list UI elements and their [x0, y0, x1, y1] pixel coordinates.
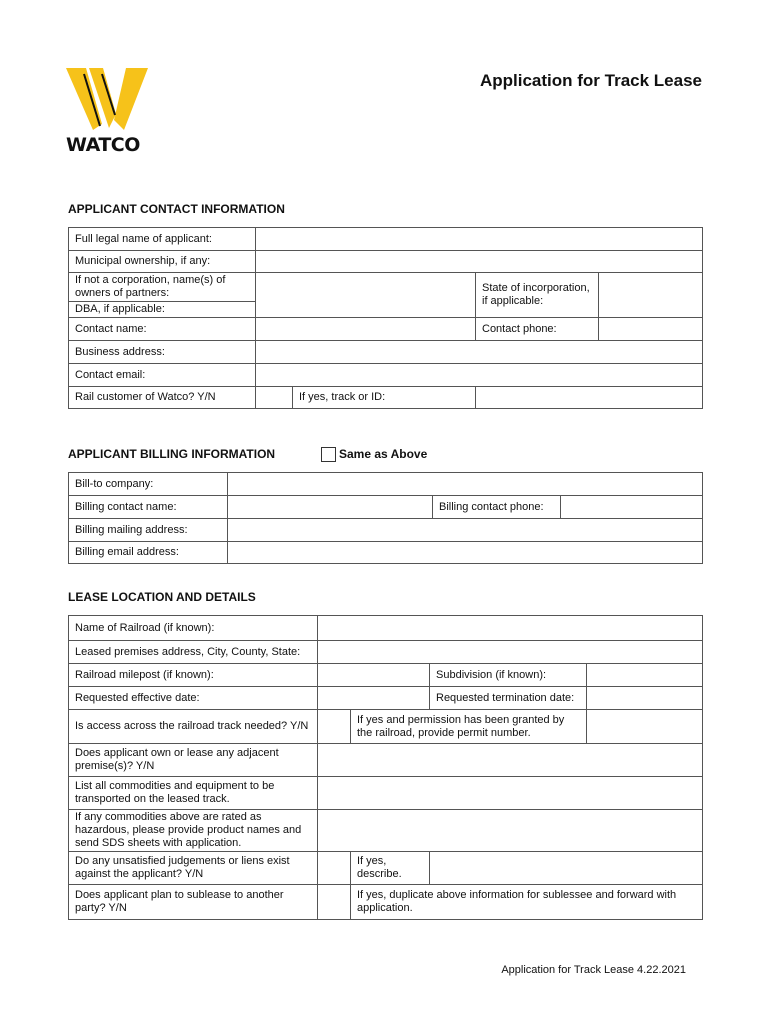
billing-email-label: Billing email address: — [69, 542, 228, 564]
billing-address-label: Billing mailing address: — [69, 519, 228, 542]
checkbox-icon[interactable] — [321, 447, 336, 462]
adjacent-label: Does applicant own or lease any adjacent premise(s)? Y/N — [69, 744, 318, 777]
milepost-field[interactable] — [318, 664, 430, 687]
premises-label: Leased premises address, City, County, State: — [69, 641, 318, 664]
contact-table — [68, 227, 703, 409]
document-title: Application for Track Lease — [479, 71, 702, 90]
billing-table — [68, 472, 703, 564]
describe-field[interactable] — [430, 852, 703, 885]
subdivision-field[interactable] — [587, 664, 703, 687]
lease-table — [68, 615, 703, 920]
state-incorporation-label: State of incorporation, if applicable: — [476, 273, 599, 318]
sublease-field[interactable] — [318, 885, 351, 920]
same-as-above-label: Same as Above — [339, 447, 428, 461]
billing-phone-label: Billing contact phone: — [433, 496, 561, 519]
commodities-field[interactable] — [318, 777, 703, 810]
track-id-label: If yes, track or ID: — [293, 387, 476, 409]
contact-phone-label: Contact phone: — [476, 318, 599, 341]
full-name-field[interactable] — [256, 228, 703, 251]
contact-name-label: Contact name: — [69, 318, 256, 341]
logo-text: WATCO — [66, 134, 140, 156]
effective-date-field[interactable] — [318, 687, 430, 710]
adjacent-field[interactable] — [318, 744, 703, 777]
contact-name-field[interactable] — [256, 318, 476, 341]
premises-field[interactable] — [318, 641, 703, 664]
termination-date-label: Requested termination date: — [430, 687, 587, 710]
milepost-label: Railroad milepost (if known): — [69, 664, 318, 687]
judgements-field[interactable] — [318, 852, 351, 885]
permit-label: If yes and permission has been granted by the railroad, provide permit number. — [351, 710, 587, 744]
termination-date-field[interactable] — [587, 687, 703, 710]
commodities-label: List all commodities and equipment to be transported on the leased track. — [69, 777, 318, 810]
bill-to-label: Bill-to company: — [69, 473, 228, 496]
municipal-field[interactable] — [256, 251, 703, 273]
hazardous-field[interactable] — [318, 810, 703, 852]
billing-phone-field[interactable] — [561, 496, 703, 519]
describe-label: If yes, describe. — [351, 852, 430, 885]
subdivision-label: Subdivision (if known): — [430, 664, 587, 687]
billing-address-field[interactable] — [228, 519, 703, 542]
permit-field[interactable] — [587, 710, 703, 744]
contact-email-label: Contact email: — [69, 364, 256, 387]
access-label: Is access across the railroad track needed? Y/N — [69, 710, 318, 744]
owners-label: If not a corporation, name(s) of owners of partners: — [69, 273, 256, 302]
business-address-label: Business address: — [69, 341, 256, 364]
sublease-note: If yes, duplicate above information for sublessee and forward with application. — [351, 885, 703, 920]
bill-to-field[interactable] — [228, 473, 703, 496]
municipal-label: Municipal ownership, if any: — [69, 251, 256, 273]
contact-section-heading: APPLICANT CONTACT INFORMATION — [68, 202, 285, 216]
dba-label: DBA, if applicable: — [69, 302, 256, 318]
rail-customer-label: Rail customer of Watco? Y/N — [69, 387, 256, 409]
railroad-name-label: Name of Railroad (if known): — [69, 616, 318, 641]
same-as-above-checkbox[interactable] — [321, 446, 427, 462]
business-address-field[interactable] — [256, 341, 703, 364]
billing-email-field[interactable] — [228, 542, 703, 564]
rail-customer-field[interactable] — [256, 387, 293, 409]
railroad-name-field[interactable] — [318, 616, 703, 641]
billing-contact-label: Billing contact name: — [69, 496, 228, 519]
sublease-label: Does applicant plan to sublease to another party? Y/N — [69, 885, 318, 920]
billing-section-heading: APPLICANT BILLING INFORMATION — [68, 447, 276, 461]
hazardous-label: If any commodities above are rated as hazardous, please provide product names and send SDS sheets with application. — [69, 810, 318, 852]
contact-email-field[interactable] — [256, 364, 703, 387]
owners-dba-field[interactable] — [256, 273, 476, 318]
billing-contact-field[interactable] — [228, 496, 433, 519]
track-id-field[interactable] — [476, 387, 703, 409]
lease-section-heading: LEASE LOCATION AND DETAILS — [68, 590, 256, 604]
effective-date-label: Requested effective date: — [69, 687, 318, 710]
judgements-label: Do any unsatisfied judgements or liens exist against the applicant? Y/N — [69, 852, 318, 885]
watco-w-mark-icon — [66, 68, 148, 130]
full-name-label: Full legal name of applicant: — [69, 228, 256, 251]
footer-text: Application for Track Lease 4.22.2021 — [501, 964, 686, 976]
watco-logo — [66, 68, 148, 156]
contact-phone-field[interactable] — [599, 318, 703, 341]
access-field[interactable] — [318, 710, 351, 744]
state-incorporation-field[interactable] — [599, 273, 703, 318]
